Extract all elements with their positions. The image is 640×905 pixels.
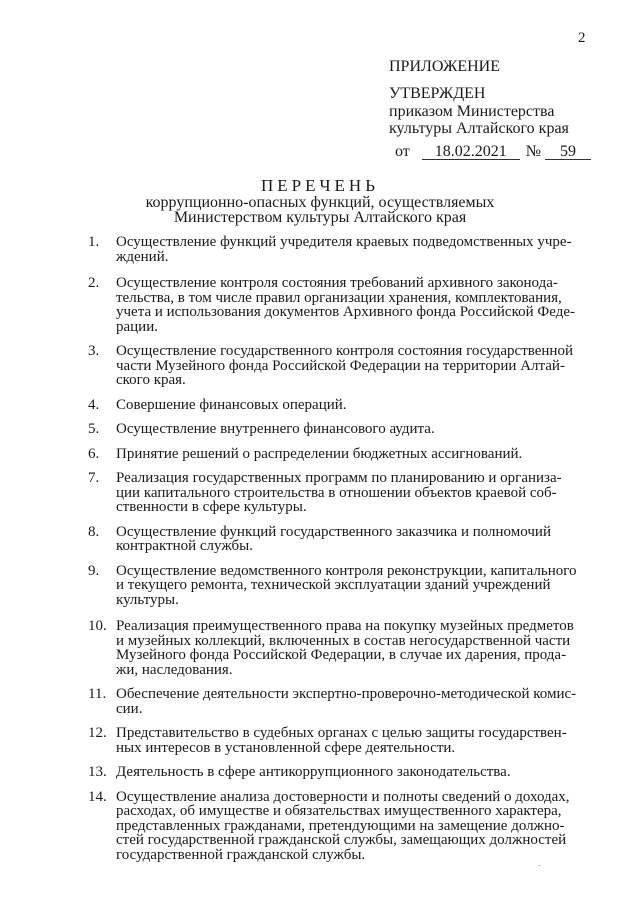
item-text-line: ждений. <box>116 248 169 265</box>
item-text-line: Осуществление функций государственного заказчика и полномочий <box>116 523 551 540</box>
order-line-1: приказом Министерства <box>389 103 555 120</box>
list-item <box>88 447 588 462</box>
item-text-line: тельства, в том числе правил организации хранения, комплектования, <box>116 289 562 306</box>
item-text <box>116 276 588 334</box>
list-item <box>88 687 588 716</box>
heading-title: ПЕРЕЧЕНЬ <box>261 176 379 195</box>
list-item <box>88 422 588 437</box>
order-date-line <box>395 143 629 160</box>
item-text-line: культуры. <box>116 591 179 608</box>
item-text <box>116 344 588 388</box>
list-heading <box>0 178 640 225</box>
item-text-line: контрактной службы. <box>116 538 253 554</box>
item-text-line: ского края. <box>116 372 186 388</box>
item-text-line: Совершение финансовых операций. <box>116 396 347 413</box>
list-item <box>88 235 588 264</box>
list-item <box>88 726 588 755</box>
item-text-line: и текущего ремонта, технической эксплуатации зданий учреждений <box>116 577 551 593</box>
item-text-line: Принятие решений о распределении бюджетных ассигнований. <box>116 445 523 462</box>
item-text-line: сии. <box>116 700 143 717</box>
item-text-line: Обеспечение деятельности экспертно-проверочно-методической комис- <box>116 686 577 702</box>
approved-label: УТВЕРЖДЕН <box>389 85 486 102</box>
item-text-line: ции капитального строительства в отношении объектов краевой соб- <box>116 484 557 501</box>
item-text-line: Деятельность в сфере антикоррупционного законодательства. <box>116 764 511 780</box>
list-item <box>88 276 588 334</box>
order-line-2: культуры Алтайского края <box>389 120 569 137</box>
item-text-line: Осуществление ведомственного контроля реконструкции, капитального <box>116 562 577 579</box>
item-number: 10. <box>88 618 107 634</box>
item-text-line: стей государственной гражданской службы, замещающих должностей <box>116 832 567 848</box>
item-text-line: части Музейного фонда Российской Федерации на территории Алтай- <box>116 357 565 374</box>
item-text <box>116 525 588 554</box>
item-text <box>116 447 588 462</box>
order-date: 18.02.2021 <box>422 144 520 160</box>
item-number: 5. <box>88 421 100 437</box>
item-text-line: Осуществление внутреннего финансового аудита. <box>116 421 435 437</box>
item-text-line: Представительство в судебных органах с целью защиты государствен- <box>116 725 567 741</box>
item-text-line: расходах, об имуществе и обязательствах имущественного характера, <box>116 803 562 819</box>
item-text-line: представленных гражданами, претендующими на замещение должно- <box>116 817 565 834</box>
list-item <box>88 564 588 608</box>
item-text-line: ственности в сфере культуры. <box>116 499 307 515</box>
item-number: 1. <box>88 234 100 250</box>
from-label: от <box>395 143 410 160</box>
order-number: 59 <box>545 144 591 160</box>
functions-list <box>88 235 588 862</box>
item-number: 6. <box>88 445 100 462</box>
item-text-line: Реализация государственных программ по планированию и организа- <box>116 470 562 486</box>
appendix-block <box>389 58 629 160</box>
item-number: 14. <box>88 788 107 805</box>
number-label: № <box>525 143 542 160</box>
item-text <box>116 790 588 863</box>
item-text-line: Осуществление функций учредителя краевых подведомственных учре- <box>116 234 572 250</box>
item-text-line: и музейных коллекций, включенных в состав негосударственной части <box>116 632 571 649</box>
item-number: 9. <box>88 562 100 579</box>
item-number: 11. <box>88 686 107 702</box>
item-text <box>116 765 588 780</box>
item-text <box>116 235 588 264</box>
item-text-line: ных интересов в установленной сфере деятельности. <box>116 739 456 756</box>
item-number: 3. <box>88 343 100 359</box>
item-text <box>116 687 588 716</box>
list-item <box>88 471 588 515</box>
item-text-line: учета и использования документов Архивного фонда Российской Феде- <box>116 304 575 320</box>
item-text <box>116 564 588 608</box>
item-text <box>116 398 588 413</box>
item-text <box>116 619 588 677</box>
item-text-line: Музейного фонда Российской Федерации, в случае их дарения, прода- <box>116 647 567 663</box>
heading-line-1: коррупционно-опасных функций, осуществляемых <box>145 194 495 211</box>
item-text <box>116 726 588 755</box>
item-number: 2. <box>88 275 100 291</box>
item-text-line: жи, наследования. <box>116 661 233 678</box>
item-text <box>116 471 588 515</box>
item-text-line: Осуществление государственного контроля состояния государственной <box>116 343 573 359</box>
list-item <box>88 344 588 388</box>
item-number: 12. <box>88 725 107 741</box>
list-item <box>88 398 588 413</box>
footer-mark: . <box>538 859 540 868</box>
page-number: 2 <box>578 30 586 46</box>
item-text-line: рации. <box>116 318 158 335</box>
item-text-line: Осуществление контроля состояния требований архивного законода- <box>116 275 558 291</box>
item-text-line: государственной гражданской службы. <box>116 846 366 863</box>
item-number: 8. <box>88 523 100 540</box>
list-item <box>88 765 588 780</box>
list-item <box>88 525 588 554</box>
item-number: 13. <box>88 764 107 780</box>
item-text-line: Осуществление анализа достоверности и полноты сведений о доходах, <box>116 788 570 805</box>
list-item <box>88 790 588 863</box>
list-item <box>88 619 588 677</box>
item-text-line: Реализация преимущественного права на покупку музейных предметов <box>116 618 574 634</box>
heading-line-2: Министерством культуры Алтайского края <box>173 209 467 226</box>
item-text <box>116 422 588 437</box>
item-number: 4. <box>88 396 100 413</box>
item-number: 7. <box>88 470 100 486</box>
appendix-title: ПРИЛОЖЕНИЕ <box>389 58 501 75</box>
